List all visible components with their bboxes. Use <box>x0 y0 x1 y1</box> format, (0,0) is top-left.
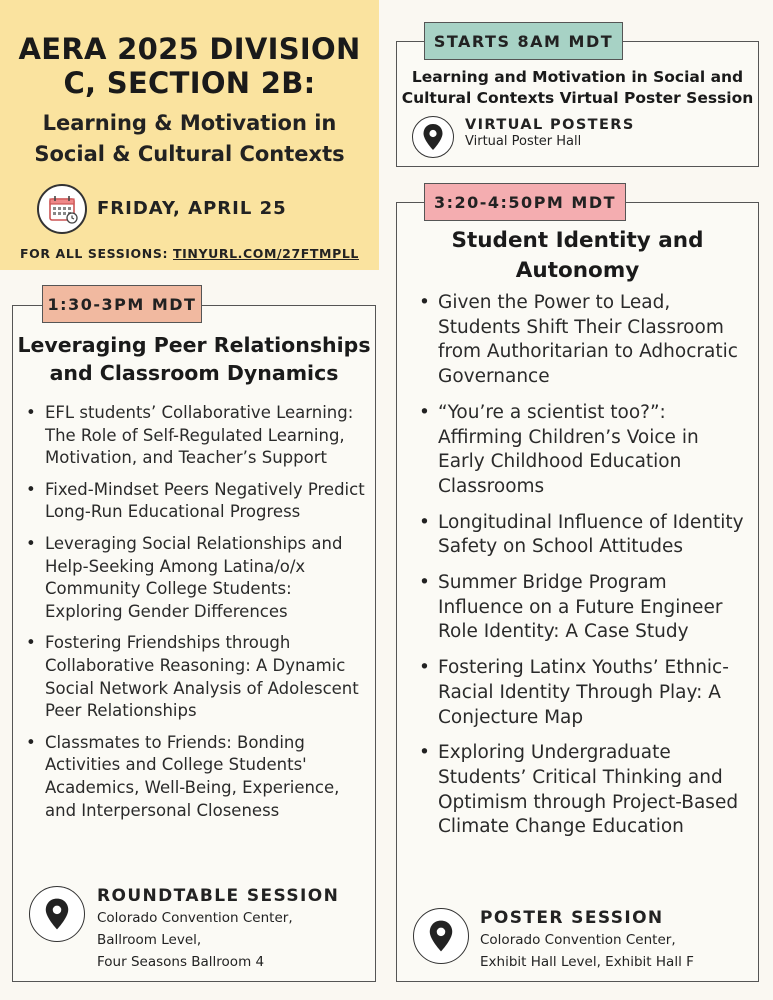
virtual-location-title: VIRTUAL POSTERS <box>465 117 635 133</box>
list-item: • Fixed-Mindset Peers Negatively Predict Long-Run Educational Progress <box>45 479 371 524</box>
location-line: Virtual Poster Hall <box>465 134 582 149</box>
list-item: • Fostering Friendships through Collaborative Reasoning: A Dynamic Social Network Analysis of Adolescent Peer Relationships <box>45 632 371 722</box>
list-item: • EFL students’ Collaborative Learning: The Role of Self-Regulated Learning, Motivation, and Teacher’s Support <box>45 402 371 470</box>
roundtable-location-title: ROUNDTABLE SESSION <box>97 886 340 906</box>
list-item: • Given the Power to Lead, Students Shift Their Classroom from Authoritarian to Adhocratic Governance <box>438 291 750 390</box>
roundtable-talk-list <box>45 402 371 822</box>
location-line: Exhibit Hall Level, Exhibit Hall F <box>480 954 694 970</box>
sessions-line <box>0 246 379 261</box>
map-pin-icon <box>29 886 85 942</box>
list-item: • Fostering Latinx Youths’ Ethnic-Racial Identity Through Play: A Conjecture Map <box>438 656 750 730</box>
virtual-location-lines <box>465 133 581 151</box>
sessions-label: FOR ALL SESSIONS: <box>20 246 173 261</box>
poster-session-title: Student Identity and Autonomy <box>451 228 704 283</box>
list-item: • Classmates to Friends: Bonding Activities and College Students' Academics, Well-Being, Experience, and Interpersonal Closeness <box>45 732 371 822</box>
event-date: FRIDAY, APRIL 25 <box>97 198 287 219</box>
location-line: Colorado Convention Center, <box>480 932 676 948</box>
sessions-link[interactable]: TINYURL.COM/27FTMPLL <box>173 246 359 261</box>
poster-location-lines <box>480 929 694 973</box>
roundtable-location-lines <box>97 907 293 973</box>
header-block <box>0 0 379 270</box>
list-item: • “You’re a scientist too?”: Affirming Children’s Voice in Early Childhood Education Classrooms <box>438 401 750 500</box>
poster-talk-list <box>438 291 750 840</box>
roundtable-session-title: Leveraging Peer Relationships and Classroom Dynamics <box>17 333 371 385</box>
list-item: • Longitudinal Influence of Identity Safety on School Attitudes <box>438 511 750 560</box>
page-subtitle: Learning & Motivation in Social & Cultural Contexts <box>34 111 345 166</box>
list-item: • Summer Bridge Program Influence on a Future Engineer Role Identity: A Case Study <box>438 571 750 645</box>
list-item: • Leveraging Social Relationships and Help-Seeking Among Latina/o/x Community College Students: Exploring Gender Differences <box>45 533 371 623</box>
list-item: • Exploring Undergraduate Students’ Critical Thinking and Optimism through Project-Based Climate Change Education <box>438 741 750 840</box>
virtual-session-title: Learning and Motivation in Social and Cultural Contexts Virtual Poster Session <box>401 68 754 107</box>
roundtable-time-tag: 1:30-3PM MDT <box>42 285 202 323</box>
page-title: AERA 2025 DIVISION C, SECTION 2B: <box>18 32 361 100</box>
virtual-time-tag: STARTS 8AM MDT <box>424 22 623 60</box>
location-line: Ballroom Level, <box>97 932 202 948</box>
calendar-icon <box>37 184 87 234</box>
map-pin-icon <box>412 116 454 158</box>
location-line: Colorado Convention Center, <box>97 910 293 926</box>
location-line: Four Seasons Ballroom 4 <box>97 954 265 970</box>
poster-location-title: POSTER SESSION <box>480 908 664 928</box>
poster-time-tag: 3:20-4:50PM MDT <box>424 183 626 221</box>
map-pin-icon <box>413 908 469 964</box>
